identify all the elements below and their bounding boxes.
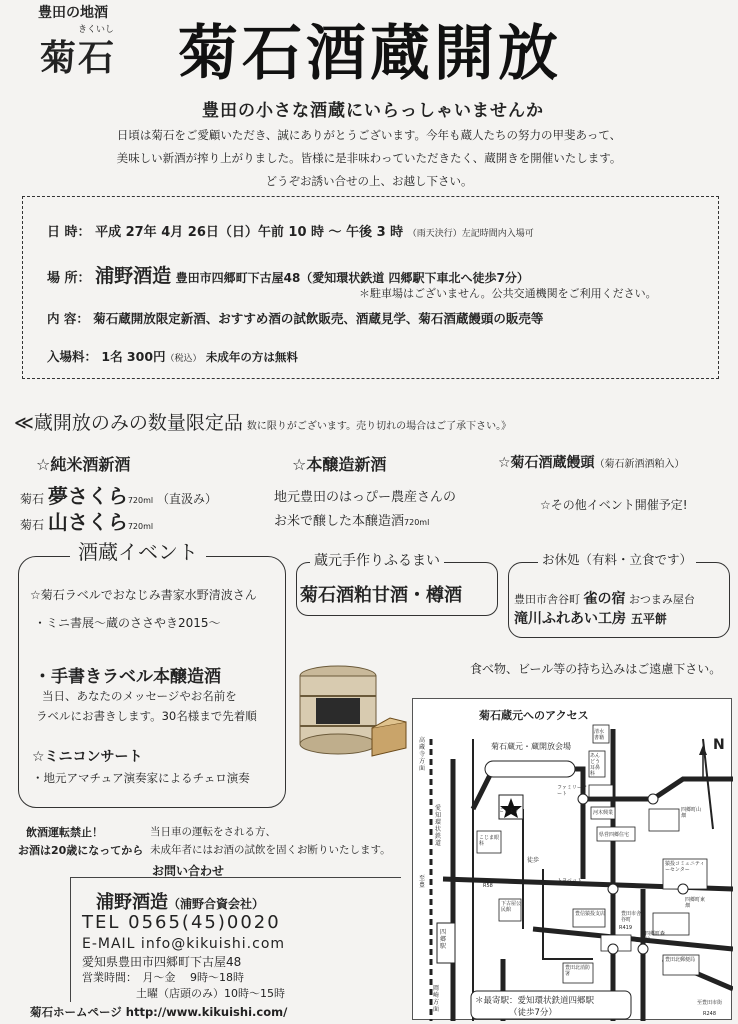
- brand-logo: 菊石: [40, 37, 117, 79]
- fee-note: 未成年の方は無料: [205, 350, 298, 364]
- hospitality-text: 菊石酒粕甘酒・樽酒: [300, 585, 462, 606]
- page-subtitle: 豊田の小さな酒蔵にいらっしゃいませんか: [202, 101, 544, 121]
- manju-name: ☆菊石酒蔵饅頭: [498, 455, 595, 471]
- content-row: [47, 309, 543, 327]
- intro-line: 美味しい新酒が搾り上がりました。皆様に是非味わっていただきたく、蔵開きを開催いたします。: [116, 151, 622, 165]
- company-name: [96, 888, 264, 914]
- limited-note: 数に限りがございます。売り切れの場合はご了承下さい。》: [246, 421, 512, 432]
- map-label-walk: 徒歩: [527, 857, 540, 864]
- map-label-hall: 下古屋公民館: [501, 901, 522, 913]
- contact-title: お問い合わせ: [152, 864, 225, 878]
- limited-items-heading: [14, 408, 511, 435]
- product-name: 夢さくら: [47, 484, 128, 508]
- company-legal-name: （浦野合資会社）: [168, 897, 265, 911]
- company-address: 愛知県豊田市四郷町下古屋48: [82, 955, 242, 969]
- map-label-community: 猿投コミュニティーセンター: [665, 861, 705, 873]
- intro-line: 日頃は菊石をご愛顧いただき、誠にありがとうございます。今年も蔵人たちの努力の甲斐あって、: [116, 128, 622, 142]
- product-yumesakura: [20, 480, 217, 509]
- junmai-title: ☆純米酒新酒: [36, 455, 131, 474]
- food-note: 食べ物、ビール等の持ち込みはご遠慮下さい。: [470, 662, 722, 676]
- map-label-morimae: 四郷町森前: [645, 931, 666, 943]
- fee-value: 1名 300円: [101, 349, 166, 364]
- content-value: 菊石蔵開放限定新酒、おすすめ酒の試飲販売、酒蔵見学、菊石酒蔵饅頭の販売等: [93, 311, 544, 326]
- map-label-kozoji: 高蔵寺方面: [419, 737, 426, 772]
- content-label: 内 容：: [47, 311, 89, 326]
- product-note: （直汲み）: [156, 492, 217, 506]
- page-title: 菊石酒蔵開放: [178, 19, 562, 89]
- map-label-housing: 県営四郷住宅: [599, 832, 630, 838]
- map-label-yamahata: 四郷町山畑: [681, 807, 702, 819]
- fee-tax: （税込）: [165, 354, 202, 364]
- access-map: [412, 698, 732, 1020]
- cello-performance: ・地元アマチュア演奏家によるチェロ演奏: [32, 771, 250, 785]
- product-size: 720ml: [127, 496, 154, 505]
- other-events: ☆その他イベント開催予定!: [540, 498, 688, 512]
- map-label-shimizu: 清水書籍: [594, 729, 605, 741]
- map-label-toyopet: トヨペット: [557, 878, 583, 884]
- mini-concert: ☆ミニコンサート: [32, 749, 143, 765]
- homepage-link[interactable]: 菊石ホームページ http://www.kikuishi.com/: [30, 1005, 288, 1019]
- map-label-toyota: 至豊: [419, 875, 426, 889]
- rest-vendor: 滝川ふれあい工房: [514, 611, 626, 627]
- map-label-higashihata: 四郷町東畑: [685, 897, 706, 909]
- map-walk-time: （徒歩7分）: [509, 1008, 557, 1018]
- map-label-ando: あんどう耳鼻科: [590, 753, 601, 777]
- map-label-city: 至豊田市街: [697, 1000, 723, 1006]
- date-value: 平成 27年 4月 26日（日）午前 10 時 〜 午後 3 時: [95, 225, 404, 240]
- map-here-label: ここです: [499, 808, 520, 814]
- map-label-okazaki: 岡崎方面: [433, 985, 440, 1013]
- honjozo-text: お米で醸した本醸造酒: [274, 514, 405, 529]
- map-label-toneya: 豊田市舎谷町: [621, 911, 642, 923]
- map-label-familymart: ファミリーマート: [557, 785, 587, 797]
- fee-label: 入場料：: [47, 349, 98, 364]
- place-label: 場 所：: [47, 271, 91, 286]
- driver-notice: 当日車の運転をされる方、: [150, 826, 276, 838]
- rest-vendor-type: 五平餅: [630, 612, 667, 626]
- limited-title: ≪蔵開放のみの数量限定品: [14, 412, 243, 434]
- map-venue-label: 菊石蔵元・蔵開放会場: [491, 742, 571, 751]
- product-prefix: 菊石: [20, 518, 45, 532]
- rest-line-1: [514, 588, 695, 608]
- sake-barrel-image: [290, 656, 410, 766]
- hospitality-title: 蔵元手作りふるまい: [310, 550, 444, 570]
- manju-title: [498, 452, 685, 472]
- mini-exhibition: ・ミニ書展〜蔵のささやき2015〜: [34, 616, 221, 630]
- phone-number[interactable]: TEL 0565(45)0020: [82, 912, 281, 933]
- handwritten-label: ・手書きラベル本醸造酒: [34, 667, 221, 687]
- map-label-bank: 豊信猿投支店: [575, 911, 606, 917]
- rest-vendor-type: おつまみ屋台: [629, 593, 695, 606]
- intro-line: どうぞお誘い合せの上、お越し下さい。: [265, 174, 473, 188]
- product-size: 720ml: [127, 522, 154, 531]
- manju-note: （菊石新酒酒粕入）: [594, 459, 685, 470]
- honjozo-line1: 地元豊田のはっぴー農産さんの: [274, 490, 457, 505]
- event-details-box: [22, 196, 719, 379]
- map-nearest-station: ＊最寄駅：愛知環状鉄道四郷駅: [475, 996, 595, 1006]
- handwritten-desc-2: ラベルにお書きします。30名様まで先着順: [36, 709, 257, 723]
- business-hours-weekday: 営業時間： 月〜金 9時〜18時: [82, 971, 244, 984]
- brand-subtitle: 豊田の地酒: [38, 5, 108, 21]
- age-warning: お酒は20歳になってから: [18, 844, 144, 857]
- company-label: 浦野酒造: [96, 892, 168, 913]
- email-address[interactable]: E-MAIL info@kikuishi.com: [82, 936, 286, 952]
- brand-ruby: きくいし: [78, 25, 115, 35]
- rest-area-title: お休処（有料・立食です）: [538, 550, 696, 568]
- product-yamasakura: [20, 506, 153, 535]
- rest-line-2: [514, 608, 667, 628]
- map-label-kawaki: 河木興業: [593, 810, 614, 816]
- map-title: 菊石蔵元へのアクセス: [479, 709, 589, 722]
- map-label-postoffice: 豊田北郵便局: [665, 957, 696, 963]
- rest-vendor: 雀の宿: [583, 591, 626, 607]
- honjozo-line2: [274, 510, 429, 529]
- date-label: 日 時：: [47, 225, 91, 240]
- place-row: [47, 261, 529, 288]
- venue-address: 豊田市四郷町下古屋48（愛知環状鉄道 四郷駅下車北へ徒歩7分）: [175, 271, 529, 285]
- parking-note: ＊駐車場はございません。公共交通機関をご利用ください。: [359, 287, 657, 300]
- map-label-r58: R58: [483, 883, 493, 889]
- minor-notice: 未成年者にはお酒の試飲を固くお断りいたします。: [150, 844, 391, 856]
- sake-event-title: 酒蔵イベント: [70, 536, 206, 565]
- venue-name: 浦野酒造: [95, 265, 172, 287]
- date-note: （雨天決行）左記時間内入場可: [407, 229, 534, 239]
- product-name: 山さくら: [47, 510, 128, 534]
- product-size: 720ml: [404, 518, 430, 527]
- product-prefix: 菊石: [20, 492, 45, 506]
- date-row: [47, 221, 534, 240]
- map-label-kojima: こじま眼科: [479, 835, 500, 847]
- calligrapher-line: ☆菊石ラベルでおなじみ書家水野清波さん: [30, 588, 257, 602]
- business-hours-saturday: 土曜（店頭のみ）10時〜15時: [136, 987, 285, 1000]
- handwritten-desc-1: 当日、あなたのメッセージやお名前を: [42, 689, 237, 703]
- map-north-label: N: [713, 737, 725, 753]
- no-drink-driving: 飲酒運転禁止！: [26, 826, 103, 839]
- map-label-station: 四郷駅: [440, 929, 447, 950]
- map-label-r419: R419: [619, 925, 633, 931]
- map-label-r248: R248: [703, 1011, 717, 1017]
- fee-row: [47, 347, 298, 365]
- map-label-firestation: 豊田北消防署: [565, 965, 591, 977]
- honjozo-title: ☆本醸造新酒: [292, 455, 387, 474]
- rest-town: 豊田市舎谷町: [514, 593, 580, 606]
- map-label-railway: 愛知環状鉄道: [435, 805, 442, 847]
